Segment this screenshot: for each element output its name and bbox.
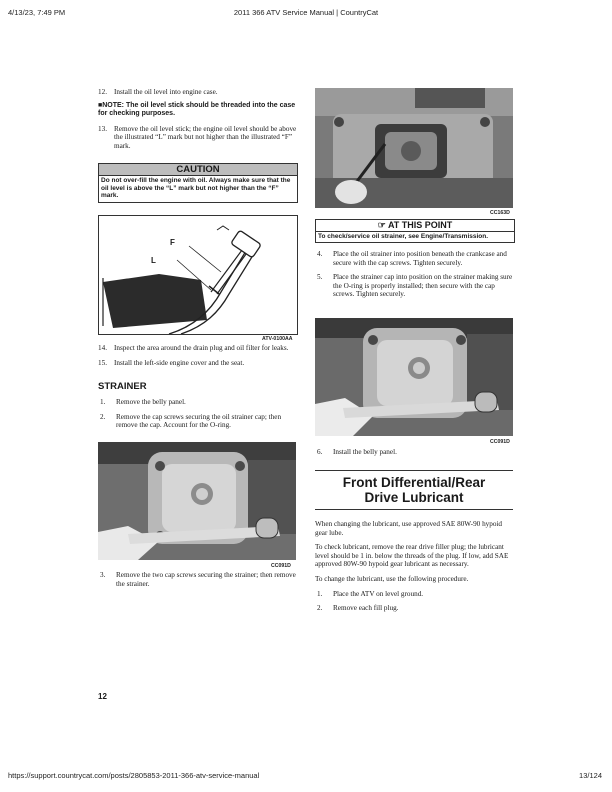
fig-caption-cc091d-right: CC091D [490,439,510,445]
step-13: 13. Remove the oil level stick; the engine oil level should be above the illustrated “L” mark but not higher than the illustrated “F” mark. [98,124,297,150]
strainer-steps [100,398,298,430]
strainer-cap-photo [98,442,296,560]
section-rule-bottom [315,509,513,510]
left-column-mid [98,344,298,367]
at-this-point-text: To check/service oil strainer, see Engine/Transmission. [318,233,489,240]
step-15: 15. Install the left-side engine cover and the seat. [98,358,245,367]
fig-caption-atv0100aa: ATV-0100AA [262,336,293,342]
right-steps-4-5 [317,250,515,299]
at-this-point-box [315,219,515,243]
step-4: 4. Place the oil strainer into position beneath the crankcase and secure with the cap screws. Tighten securely. [317,250,507,267]
strainer-step-3-wrap [100,571,298,588]
strainer-heading: STRAINER [98,381,147,392]
strainer-step-1: 1. Remove the belly panel. [100,398,186,406]
caution-text: Do not over-fill the engine with oil. Always make sure that the oil level is above the “L” mark but not higher than the “F” mark. [101,177,291,200]
section-rule-top [315,470,513,471]
label-f: F [170,238,175,247]
step-6-wrap [317,448,515,457]
right-body [315,520,515,613]
paragraph-3: To change the lubricant, use the following procedure. [315,574,469,583]
fig-caption-cc163d: CC163D [490,210,510,216]
dipstick-illustration [98,215,298,335]
step-14: 14. Inspect the area around the drain plug and oil filter for leaks. [98,344,289,352]
caution-title: CAUTION [99,164,297,176]
paragraph-2: To check lubricant, remove the rear drive filler plug; the lubricant level should be 1 in. below the threads of the plug. If low, add SAE approved 80W-90 hypoid gear lubricant as necessary. [315,543,509,569]
strainer-step-2: 2. Remove the cap screws securing the oil strainer cap; then remove the cap. Account for the O-ring. [100,412,282,430]
print-page-count: 13/124 [579,771,602,780]
section-heading-line-1: Front Differential/Rear [342,475,486,490]
caution-box [98,163,298,203]
print-url[interactable]: https://support.countrycat.com/posts/2805853-2011-366-atv-service-manual [8,771,260,780]
diff-step-1: 1. Place the ATV on level ground. [317,589,424,598]
step-5: 5. Place the strainer cap into position on the strainer making sure the O-ring is properly installed; then secure with the cap screws. Tighten securely. [317,273,513,299]
step-6: 6. Install the belly panel. [317,448,397,456]
page-number: 12 [98,692,107,701]
crankcase-photo [315,88,513,208]
at-this-point-title: ☞ AT THIS POINT [316,220,514,232]
fig-caption-cc091d-left: CC091D [271,563,291,569]
step-12: 12. Install the oil level into engine case. [98,88,218,96]
note: ■NOTE: The oil level stick should be threaded into the case for checking purposes. [98,101,296,118]
strainer-step-3: 3. Remove the two cap screws securing the strainer; then remove the strainer. [100,571,296,588]
section-heading [315,476,513,505]
strainer-cap-install-photo [315,318,513,436]
print-page-title: 2011 366 ATV Service Manual | CountryCat [233,8,379,17]
print-datetime: 4/13/23, 7:49 PM [8,8,66,17]
label-l: L [151,256,156,265]
left-column-top [98,88,298,150]
paragraph-1: When changing the lubricant, use approved SAE 80W-90 hypoid gear lube. [315,520,503,537]
diff-step-2: 2. Remove each fill plug. [317,604,399,613]
section-heading-line-2: Drive Lubricant [364,489,464,505]
